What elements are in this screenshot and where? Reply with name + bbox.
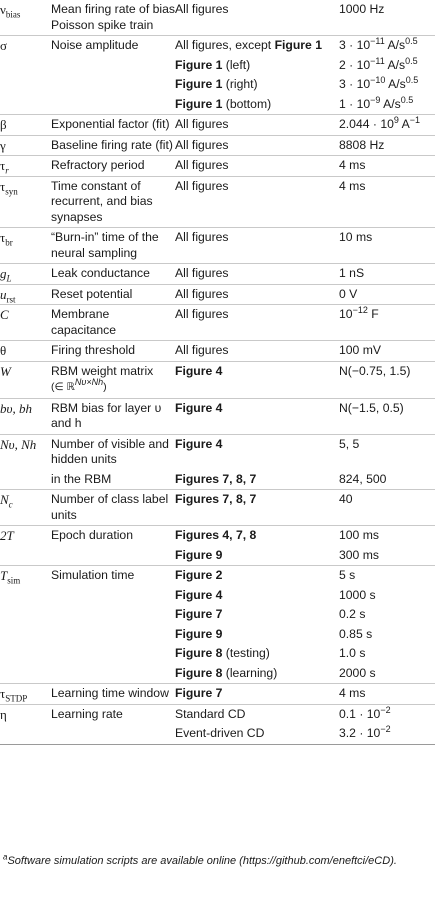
- param-description: [51, 664, 175, 684]
- context-text: All figures: [175, 117, 229, 131]
- param-description: [51, 135, 175, 156]
- table-row: [0, 135, 435, 156]
- description-text: Learning rate: [51, 706, 123, 721]
- context-figure-ref: Figures 7, 8, 7: [175, 471, 257, 486]
- description-text: Reset potential: [51, 286, 133, 301]
- param-symbol: [0, 684, 51, 705]
- param-symbol: [0, 115, 51, 136]
- table-row: [0, 0, 435, 36]
- param-description: [51, 625, 175, 645]
- param-value: [339, 704, 435, 724]
- param-symbol: [0, 526, 51, 546]
- table-row: [0, 56, 435, 76]
- context-text: All figures: [175, 230, 229, 244]
- description-text: in the RBM: [51, 471, 112, 486]
- symbol-subscript: r: [5, 165, 9, 176]
- param-symbol: [0, 135, 51, 156]
- param-description: [51, 341, 175, 362]
- table-row: [0, 341, 435, 362]
- table-row: [0, 490, 435, 526]
- param-description: [51, 704, 175, 724]
- value-exponent: −9: [370, 94, 381, 105]
- value-text: 5 s: [339, 568, 356, 582]
- param-symbol: [0, 228, 51, 264]
- param-symbol: [0, 156, 51, 177]
- description-text: Number of class label units: [51, 492, 169, 522]
- table-row: [0, 176, 435, 228]
- param-symbol: [0, 605, 51, 625]
- param-description: [51, 684, 175, 705]
- param-description: [51, 176, 175, 228]
- symbol-main: N: [0, 492, 9, 507]
- param-context: [175, 398, 339, 434]
- context-text: Standard CD: [175, 706, 246, 721]
- param-value: [339, 305, 435, 341]
- value-text: 4 ms: [339, 158, 366, 172]
- param-symbol: [0, 56, 51, 76]
- symbol-main: τ: [0, 686, 6, 701]
- param-value: [339, 75, 435, 95]
- context-figure-ref: Figure 4: [175, 363, 223, 378]
- symbol-main: η: [0, 706, 7, 722]
- value-unit-exponent: 0.5: [405, 55, 418, 66]
- context-text: All figures: [175, 158, 229, 172]
- context-figure-ref: Figure 4: [175, 587, 223, 602]
- value-text: 40: [339, 492, 353, 506]
- value-text: 3 · 10: [339, 77, 371, 91]
- param-description: [51, 398, 175, 434]
- param-symbol: [0, 75, 51, 95]
- symbol-main: Nυ, Nh: [0, 436, 37, 452]
- symbol-main: C: [0, 307, 9, 322]
- param-value: [339, 284, 435, 305]
- param-value: [339, 176, 435, 228]
- context-figure-ref: Figure 9: [175, 547, 223, 562]
- param-description: [51, 490, 175, 526]
- param-context: [175, 625, 339, 645]
- context-figure-ref: Figure 4: [175, 400, 223, 415]
- param-value: [339, 341, 435, 362]
- param-symbol: [0, 470, 51, 490]
- table-row: [0, 526, 435, 546]
- param-description: [51, 75, 175, 95]
- table-row: [0, 470, 435, 490]
- param-value: [339, 398, 435, 434]
- symbol-subscript: rst: [6, 294, 16, 305]
- value-exponent: −11: [370, 35, 385, 46]
- context-text: (right): [222, 77, 258, 91]
- param-symbol: [0, 586, 51, 606]
- value-unit-exponent: 0.5: [405, 74, 419, 85]
- param-context: [175, 284, 339, 305]
- param-description: [51, 264, 175, 285]
- symbol-main: 2T: [0, 528, 14, 543]
- value-text: 4 ms: [339, 686, 366, 700]
- table-row: [0, 264, 435, 285]
- description-text: Baseline firing rate (fit): [51, 137, 173, 152]
- param-context: [175, 664, 339, 684]
- param-value: [339, 56, 435, 76]
- param-context: [175, 644, 339, 664]
- param-value: [339, 135, 435, 156]
- table-row: [0, 566, 435, 586]
- symbol-subscript: c: [8, 499, 13, 510]
- param-description: [51, 566, 175, 586]
- param-context: [175, 704, 339, 724]
- context-figure-ref: Figure 1: [175, 96, 223, 111]
- table-row: [0, 644, 435, 664]
- param-value: [339, 605, 435, 625]
- table-row: [0, 724, 435, 744]
- param-context: [175, 605, 339, 625]
- value-unit: A/s: [385, 77, 406, 91]
- param-context: [175, 361, 339, 398]
- table-row: [0, 36, 435, 56]
- value-text: 1000 Hz: [339, 2, 385, 16]
- param-value: [339, 36, 435, 56]
- description-text: Number of visible and hidden units: [51, 436, 169, 466]
- value-unit: A/s: [380, 96, 401, 111]
- value-text: 0.2 s: [339, 607, 366, 621]
- context-text: Event-driven CD: [175, 726, 265, 740]
- value-text: 824, 500: [339, 471, 387, 486]
- param-symbol: [0, 305, 51, 341]
- description-text: Time constant of recurrent, and bias synapses: [51, 178, 153, 224]
- param-context: [175, 156, 339, 177]
- value-text: 1000 s: [339, 587, 376, 602]
- param-description: [51, 586, 175, 606]
- param-symbol: [0, 490, 51, 526]
- value-exponent: −10: [370, 74, 386, 85]
- value-text: 300 ms: [339, 547, 379, 562]
- param-value: [339, 546, 435, 566]
- value-exponent: 9: [393, 114, 399, 125]
- context-text: (left): [222, 57, 251, 72]
- param-description: [51, 115, 175, 136]
- description-text: Noise amplitude: [51, 38, 139, 52]
- context-text: All figures: [175, 343, 229, 357]
- table-row: [0, 75, 435, 95]
- param-value: [339, 644, 435, 664]
- param-context: [175, 566, 339, 586]
- param-context: [175, 341, 339, 362]
- context-text: (bottom): [222, 96, 272, 111]
- description-text: Firing threshold: [51, 343, 135, 357]
- param-context: [175, 176, 339, 228]
- value-text: 2.044 · 10: [339, 117, 394, 131]
- symbol-main: β: [0, 117, 7, 132]
- symbol-subscript: L: [6, 273, 12, 284]
- param-symbol: [0, 264, 51, 285]
- description-text: Refractory period: [51, 158, 145, 172]
- value-text: 1 nS: [339, 266, 365, 280]
- param-context: [175, 0, 339, 36]
- param-value: [339, 724, 435, 744]
- value-text: 1.0 s: [339, 646, 366, 660]
- context-figure-ref: Figure 9: [175, 626, 223, 641]
- context-text: All figures: [175, 266, 229, 280]
- param-context: [175, 135, 339, 156]
- description-text: RBM weight matrix: [51, 363, 154, 378]
- description-text: Mean firing rate of bias Poisson spike train: [51, 2, 175, 32]
- value-text: 2 · 10: [339, 57, 371, 72]
- value-unit-exponent: −1: [409, 114, 421, 125]
- value-exponent: −2: [380, 723, 391, 734]
- symbol-subscript: bias: [5, 9, 21, 20]
- value-exponent: −2: [380, 704, 391, 715]
- description-domain-tail: ): [103, 381, 107, 393]
- context-text: All figures, except: [175, 38, 275, 52]
- symbol-main: τ: [0, 158, 6, 173]
- param-context: [175, 526, 339, 546]
- param-description: [51, 605, 175, 625]
- value-unit-exponent: 0.5: [405, 35, 418, 46]
- param-value: [339, 684, 435, 705]
- symbol-main: τ: [0, 230, 6, 245]
- param-description: [51, 546, 175, 566]
- value-text: 0 V: [339, 286, 358, 301]
- value-unit: A/s: [384, 57, 406, 72]
- table-row: [0, 361, 435, 398]
- param-description: [51, 644, 175, 664]
- param-context: [175, 36, 339, 56]
- symbol-main: u: [0, 286, 7, 302]
- param-value: [339, 664, 435, 684]
- param-symbol: [0, 704, 51, 724]
- param-symbol: [0, 341, 51, 362]
- param-description: [51, 305, 175, 341]
- param-context: [175, 490, 339, 526]
- param-value: [339, 156, 435, 177]
- param-description: [51, 0, 175, 36]
- table-row: [0, 546, 435, 566]
- param-value: [339, 470, 435, 490]
- param-value: [339, 566, 435, 586]
- param-context: [175, 684, 339, 705]
- value-text: 100 mV: [339, 343, 382, 357]
- value-exponent: −12: [352, 304, 368, 315]
- param-context: [175, 75, 339, 95]
- param-value: [339, 115, 435, 136]
- context-figure-ref: Figure 1: [175, 57, 223, 72]
- context-figure-ref: Figure 7: [175, 686, 223, 700]
- symbol-main: T: [0, 568, 8, 583]
- param-description: [51, 95, 175, 115]
- param-context: [175, 434, 339, 470]
- value-exponent: −11: [370, 55, 385, 66]
- context-figure-ref: Figure 8: [175, 665, 223, 680]
- value-text: 4 ms: [339, 178, 366, 193]
- context-text: All figures: [175, 2, 229, 16]
- table-row: [0, 398, 435, 434]
- table-row: [0, 586, 435, 606]
- description-text: Membrane capacitance: [51, 307, 117, 337]
- symbol-main: ν: [0, 2, 6, 17]
- param-context: [175, 470, 339, 490]
- param-symbol: [0, 398, 51, 434]
- value-text: 5, 5: [339, 436, 360, 451]
- footnote-text: Software simulation scripts are available online (https://github.com/eneftci/eCD).: [7, 855, 397, 867]
- param-symbol: [0, 176, 51, 228]
- description-text: Exponential factor (fit): [51, 117, 170, 131]
- context-figure-ref: Figure 1: [274, 38, 322, 52]
- table-row: [0, 305, 435, 341]
- param-value: [339, 526, 435, 546]
- value-text: 3.2 · 10: [339, 726, 381, 740]
- param-symbol: [0, 284, 51, 305]
- param-symbol: [0, 361, 51, 398]
- param-symbol: [0, 625, 51, 645]
- param-description: [51, 228, 175, 264]
- table-row: [0, 704, 435, 724]
- value-text: 0.1 · 10: [339, 706, 381, 721]
- param-symbol: [0, 95, 51, 115]
- value-text: 3 · 10: [339, 38, 371, 52]
- param-value: [339, 0, 435, 36]
- description-domain-sup: Nυ×Nh: [74, 376, 104, 387]
- value-unit: A: [398, 117, 410, 131]
- param-value: [339, 228, 435, 264]
- param-symbol: [0, 0, 51, 36]
- param-symbol: [0, 566, 51, 586]
- param-context: [175, 546, 339, 566]
- value-text: 8808 Hz: [339, 137, 385, 152]
- symbol-main: τ: [0, 178, 6, 194]
- context-figure-ref: Figures 4, 7, 8: [175, 528, 257, 542]
- table-row: [0, 664, 435, 684]
- description-text: Epoch duration: [51, 528, 133, 542]
- value-unit: F: [367, 307, 379, 321]
- param-value: [339, 264, 435, 285]
- description-text: RBM bias for layer υ and h: [51, 400, 162, 430]
- symbol-main: γ: [0, 137, 6, 153]
- table-row: [0, 684, 435, 705]
- value-text: 10 ms: [339, 230, 373, 244]
- param-value: [339, 625, 435, 645]
- context-text: All figures: [175, 307, 229, 321]
- param-context: [175, 56, 339, 76]
- description-text: Simulation time: [51, 568, 135, 582]
- symbol-subscript: STDP: [5, 693, 28, 704]
- table-row: [0, 228, 435, 264]
- param-description: [51, 724, 175, 744]
- param-value: [339, 95, 435, 115]
- footnote-mark: a: [3, 852, 8, 862]
- param-context: [175, 264, 339, 285]
- param-description: [51, 470, 175, 490]
- symbol-main: W: [0, 363, 11, 379]
- description-text: “Burn-in” time of the neural sampling: [51, 230, 159, 260]
- symbol-main: σ: [0, 38, 8, 53]
- param-context: [175, 95, 339, 115]
- param-context: [175, 228, 339, 264]
- param-value: [339, 361, 435, 398]
- table-row: [0, 625, 435, 645]
- context-text: All figures: [175, 286, 229, 301]
- symbol-main: θ: [0, 343, 7, 358]
- value-text: 100 ms: [339, 528, 379, 542]
- context-text: (learning): [222, 665, 278, 680]
- param-symbol: [0, 724, 51, 744]
- table-footnote: [3, 854, 433, 869]
- param-symbol: [0, 434, 51, 470]
- context-text: (testing): [222, 646, 270, 660]
- symbol-subscript: syn: [5, 186, 18, 197]
- param-description: [51, 434, 175, 470]
- value-text: N(−0.75, 1.5): [339, 363, 411, 378]
- value-text: 10: [339, 307, 353, 321]
- value-text: 1 · 10: [339, 96, 371, 111]
- description-text: Leak conductance: [51, 266, 150, 280]
- description-text: Learning time window: [51, 686, 169, 700]
- table-row: [0, 434, 435, 470]
- context-text: All figures: [175, 137, 229, 152]
- param-symbol: [0, 644, 51, 664]
- param-description: [51, 56, 175, 76]
- param-symbol: [0, 546, 51, 566]
- context-figure-ref: Figure 7: [175, 607, 223, 621]
- context-figure-ref: Figures 7, 8, 7: [175, 492, 257, 506]
- value-text: 2000 s: [339, 665, 376, 680]
- param-description: [51, 36, 175, 56]
- table-row: [0, 115, 435, 136]
- param-context: [175, 305, 339, 341]
- param-description: [51, 284, 175, 305]
- param-description: [51, 156, 175, 177]
- param-symbol: [0, 664, 51, 684]
- param-description: [51, 361, 175, 398]
- symbol-subscript: br: [5, 237, 13, 248]
- param-symbol: [0, 36, 51, 56]
- context-figure-ref: Figure 4: [175, 436, 223, 451]
- param-value: [339, 490, 435, 526]
- description-domain: (∈ ℝ: [51, 381, 75, 393]
- table-row: [0, 95, 435, 115]
- context-text: All figures: [175, 178, 229, 193]
- context-figure-ref: Figure 1: [175, 77, 223, 91]
- value-unit-exponent: 0.5: [400, 94, 414, 105]
- value-text: 0.85 s: [339, 626, 373, 641]
- table-row: [0, 284, 435, 305]
- symbol-main: bυ, bh: [0, 400, 32, 416]
- param-context: [175, 115, 339, 136]
- context-figure-ref: Figure 2: [175, 568, 223, 582]
- table-row: [0, 156, 435, 177]
- context-figure-ref: Figure 8: [175, 646, 223, 660]
- param-description: [51, 526, 175, 546]
- param-value: [339, 586, 435, 606]
- value-text: N(−1.5, 0.5): [339, 400, 404, 415]
- param-context: [175, 586, 339, 606]
- symbol-subscript: sim: [7, 575, 21, 586]
- param-value: [339, 434, 435, 470]
- value-unit: A/s: [384, 38, 406, 52]
- table-row: [0, 605, 435, 625]
- param-context: [175, 724, 339, 744]
- symbol-main: g: [0, 266, 7, 281]
